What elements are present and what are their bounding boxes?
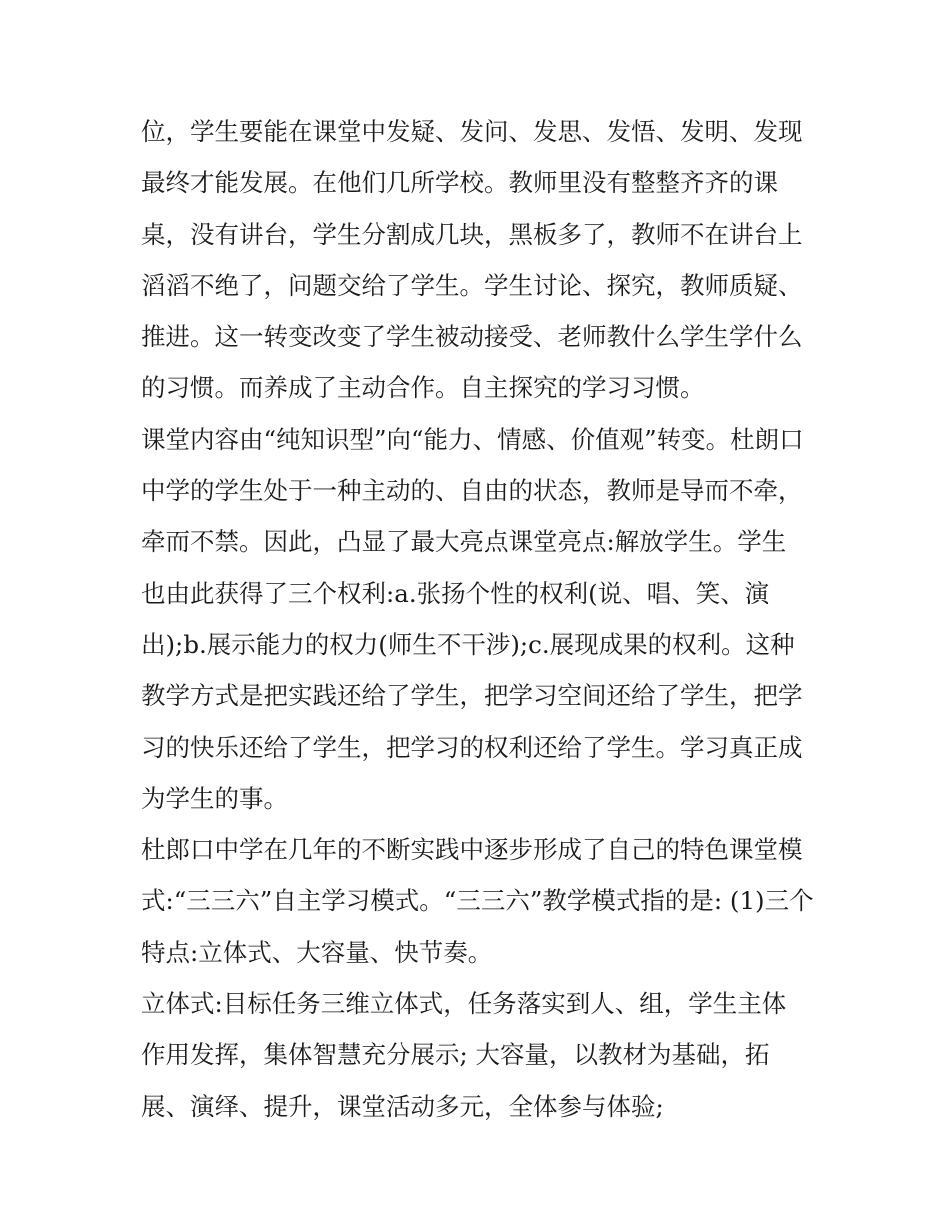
text-line: 展、演绎、提升，课堂活动多元，全体参与体验; bbox=[141, 1091, 664, 1121]
text-line: 特点:立体式、大容量、快节奏。 bbox=[141, 937, 493, 967]
text-line: 桌，没有讲台，学生分割成几块，黑板多了，教师不在讲台上 bbox=[141, 219, 803, 249]
text-line: 作用发挥，集体智慧充分展示; 大容量，以教材为基础，拓 bbox=[141, 1040, 770, 1070]
text-line: 习的快乐还给了学生，把学习的权利还给了学生。学习真正成 bbox=[141, 732, 803, 762]
text-line: 立体式:目标任务三维立体式，任务落实到人、组，学生主体 bbox=[141, 989, 787, 1019]
text-line: 的习惯。而养成了主动合作。自主探究的学习习惯。 bbox=[141, 373, 705, 403]
text-line: 推进。这一转变改变了学生被动接受、老师教什么学生学什么 bbox=[141, 322, 803, 352]
text-line: 中学的学生处于一种主动的、自由的状态，教师是导而不牵， bbox=[141, 476, 803, 506]
text-line: 牵而不禁。因此，凸显了最大亮点课堂亮点:解放学生。学生 bbox=[141, 527, 787, 557]
text-line: 也由此获得了三个权利:a.张扬个性的权利(说、唱、笑、演 bbox=[141, 578, 770, 608]
text-line: 最终才能发展。在他们几所学校。教师里没有整整齐齐的课 bbox=[141, 168, 778, 198]
text-line: 滔滔不绝了，问题交给了学生。学生讨论、探究，教师质疑、 bbox=[141, 270, 803, 300]
text-line: 式:“三三六”自主学习模式。“三三六”教学模式指的是: (1)三个 bbox=[141, 886, 814, 916]
body-text bbox=[141, 106, 821, 1132]
text-line: 杜郎口中学在几年的不断实践中逐步形成了自己的特色课堂模 bbox=[141, 835, 803, 865]
text-line: 位，学生要能在课堂中发疑、发问、发思、发悟、发明、发现 bbox=[141, 117, 803, 146]
text-line: 出);b.展示能力的权力(师生不干涉);c.展现成果的权利。这种 bbox=[141, 629, 795, 659]
text-line: 教学方式是把实践还给了学生，把学习空间还给了学生，把学 bbox=[141, 681, 803, 711]
text-line: 课堂内容由“纯知识型”向“能力、情感、价值观”转变。杜朗口 bbox=[141, 424, 804, 454]
text-line: 为学生的事。 bbox=[141, 783, 288, 813]
